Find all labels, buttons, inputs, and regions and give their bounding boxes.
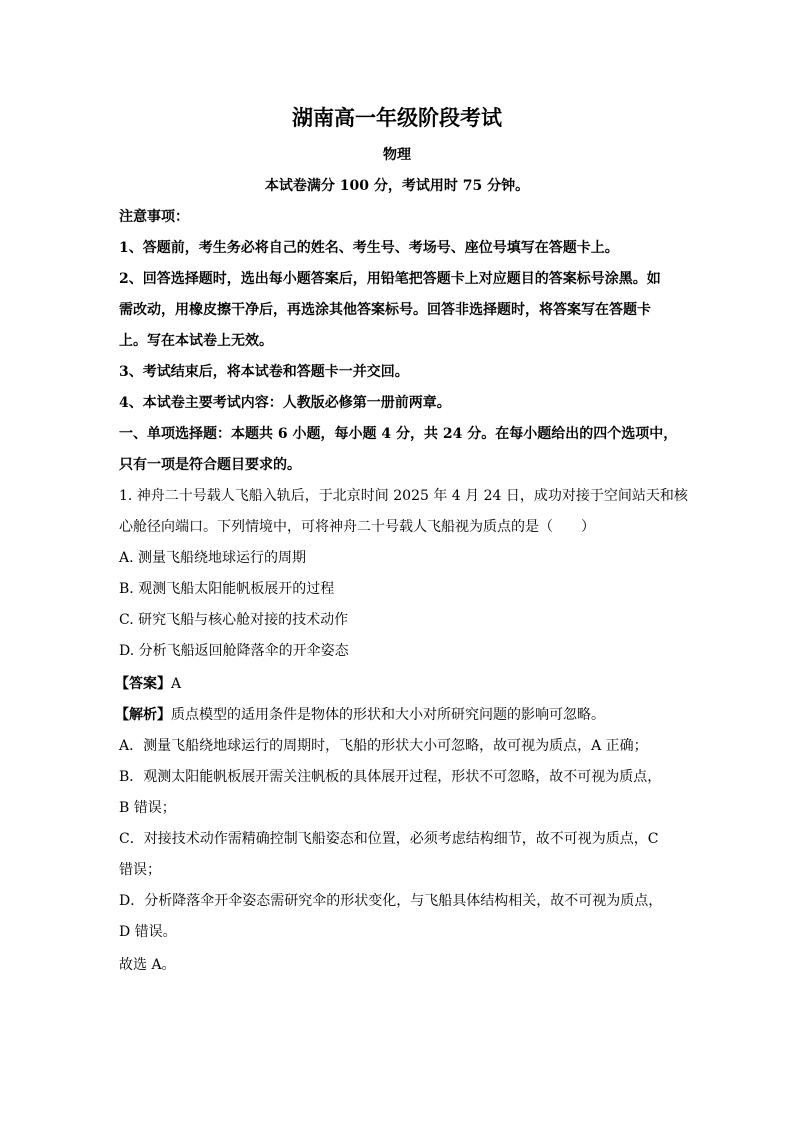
conclusion-line: 故选 A。 [119, 957, 176, 973]
page-title: 湖南高一年级阶段考试 [292, 105, 502, 130]
analysis-line: D 错误。 [119, 924, 177, 940]
answer-tag: 【答案】 [115, 676, 171, 692]
option-c: C. 研究飞船与核心舱对接的技术动作 [119, 612, 349, 628]
analysis-line [115, 705, 675, 725]
option-d: D. 分析飞船返回舱降落伞的开伞姿态 [119, 643, 349, 659]
exam-info: 本试卷满分 100 分，考试用时 75 分钟。 [264, 178, 530, 194]
note-line: 1、答题前，考生务必将自己的姓名、考生号、考场号、座位号填写在答题卡上。 [119, 240, 619, 256]
note-line: 上。写在本试卷上无效。 [119, 333, 273, 349]
question-stem: 心舱径向端口。下列情境中，可将神舟二十号载人飞船视为质点的是（ ） [119, 519, 595, 535]
analysis-text: 质点模型的适用条件是物体的形状和大小对所研究问题的影响可忽略。 [171, 707, 605, 723]
analysis-line: D．分析降落伞开伞姿态需研究伞的形状变化，与飞船具体结构相关，故不可视为质点， [119, 893, 663, 909]
section-heading: 只有一项是符合题目要求的。 [119, 457, 301, 473]
note-line: 4、本试卷主要考试内容：人教版必修第一册前两章。 [119, 395, 451, 411]
section-heading: 一、单项选择题：本题共 6 小题，每小题 4 分，共 24 分。在每小题给出的四个选项中， [119, 426, 678, 442]
question-stem: 1. 神舟二十号载人飞船入轨后，于北京时间 2025 年 4 月 24 日，成功对接于空间站天和核 [119, 488, 688, 504]
option-a: A. 测量飞船绕地球运行的周期 [119, 550, 307, 566]
analysis-line: B 错误； [119, 800, 176, 816]
note-line: 需改动，用橡皮擦干净后，再选涂其他答案标号。回答非选择题时，将答案写在答题卡 [119, 302, 651, 318]
note-line: 2、回答选择题时，选出每小题答案后，用铅笔把答题卡上对应题目的答案标号涂黑。如 [119, 271, 661, 287]
answer-value: A [171, 676, 182, 692]
analysis-line: B．观测太阳能帆板展开需关注帆板的具体展开过程，形状不可忽略，故不可视为质点， [119, 769, 662, 785]
analysis-line: 错误； [119, 862, 161, 878]
notes-heading: 注意事项： [119, 209, 189, 225]
analysis-line: A．测量飞船绕地球运行的周期时，飞船的形状大小可忽略，故可视为质点，A 正确； [119, 738, 648, 754]
analysis-tag: 【解析】 [115, 707, 171, 723]
option-b: B. 观测飞船太阳能帆板展开的过程 [119, 581, 335, 597]
answer-line [115, 674, 675, 694]
analysis-line: C．对接技术动作需精确控制飞船姿态和位置，必须考虑结构细节，故不可视为质点，C [119, 831, 659, 847]
note-line: 3、考试结束后，将本试卷和答题卡一并交回。 [119, 364, 409, 380]
subject-heading: 物理 [383, 147, 411, 163]
